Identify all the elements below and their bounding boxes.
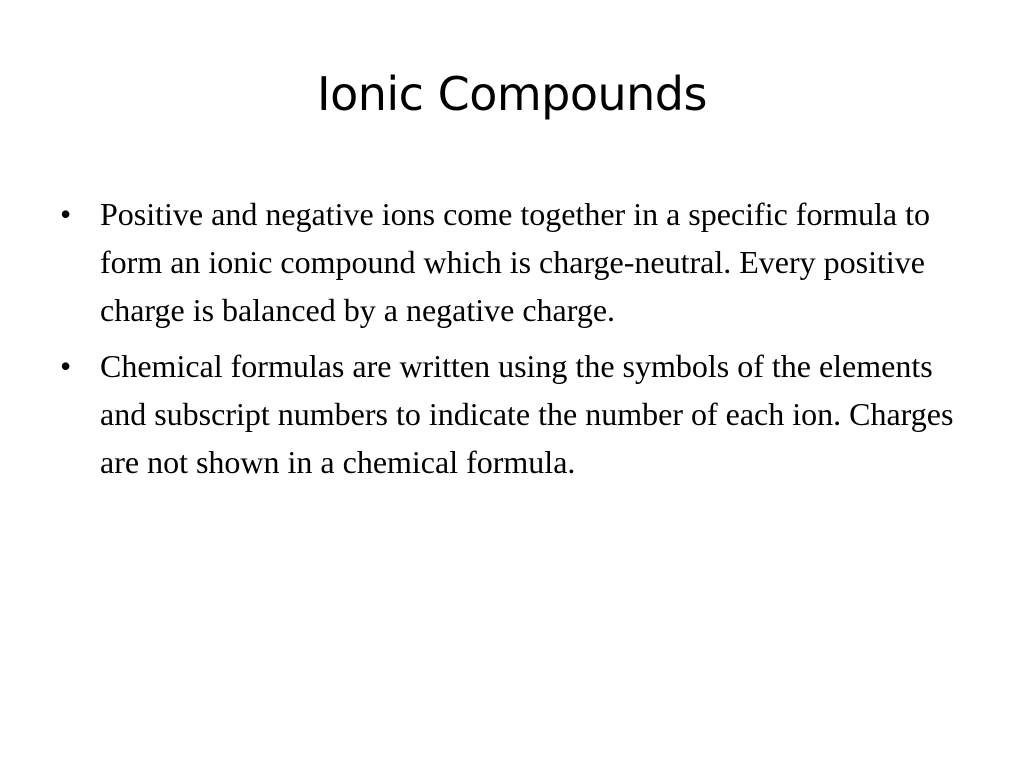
- bullet-list: [56, 190, 966, 494]
- slide-title: Ionic Compounds: [317, 67, 707, 121]
- bullet-marker: •: [60, 348, 72, 384]
- bullet-item: [56, 342, 966, 486]
- bullet-text: Chemical formulas are written using the symbols of the elements and subscript numbers to indicate the number of each ion. Charges are not shown in a chemical formula.: [100, 348, 954, 480]
- bullet-item: [56, 190, 966, 334]
- bullet-marker: •: [60, 196, 72, 232]
- bullet-text: Positive and negative ions come together in a specific formula to form an ionic compound which is charge-neutral. Every positive charge is balanced by a negative charge.: [100, 196, 930, 328]
